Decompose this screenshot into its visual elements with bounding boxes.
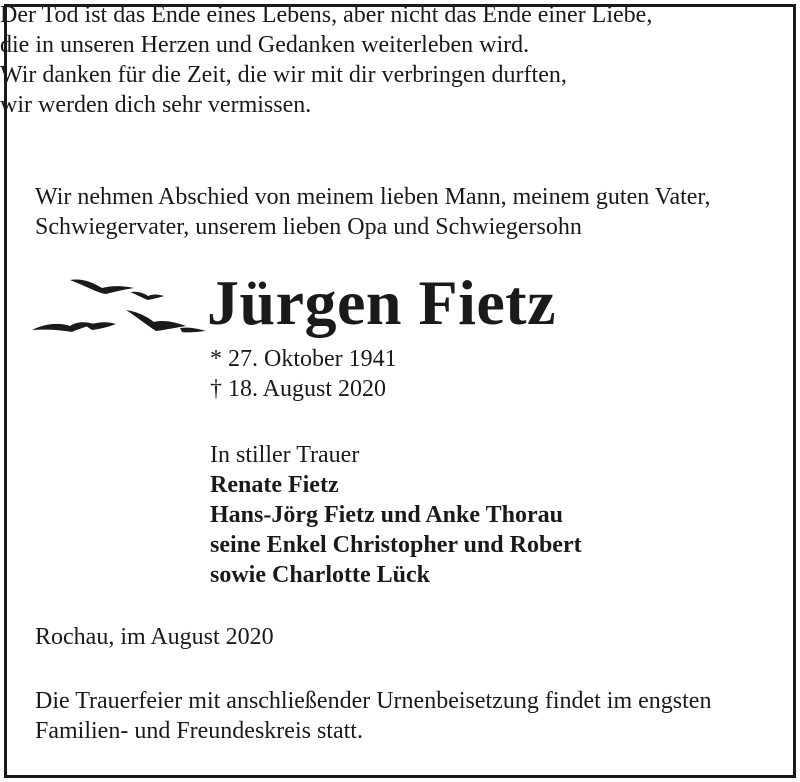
notice-border: [4, 4, 796, 778]
place-date: Rochau, im August 2020: [35, 624, 274, 650]
ceremony-info: [35, 686, 711, 746]
death-date: † 18. August 2020: [210, 376, 387, 402]
farewell-line: Schwiegervater, unserem lieben Opa und Schwiegersohn: [35, 214, 582, 240]
ceremony-line: Die Trauerfeier mit anschließender Urnenbeisetzung findet im engsten: [35, 688, 712, 714]
bird-shape: [126, 310, 186, 331]
life-dates: [210, 344, 397, 404]
mourners-block: [210, 440, 582, 590]
mourner-name: Renate Fietz: [210, 472, 339, 498]
ceremony-line: Familien- und Freundeskreis statt.: [35, 718, 363, 744]
farewell-text: [35, 182, 710, 242]
farewell-line: Wir nehmen Abschied von meinem lieben Mann, meinem guten Vater,: [35, 184, 711, 210]
birth-date: * 27. Oktober 1941: [210, 346, 397, 372]
bird-shape: [32, 322, 94, 332]
bird-shape: [130, 292, 164, 300]
bird-shape: [180, 328, 206, 333]
mourner-name: Hans-Jörg Fietz und Anke Thorau: [210, 502, 563, 528]
bird-shape: [70, 279, 134, 294]
intro-line: Wir danken für die Zeit, die wir mit dir verbringen durften,: [0, 62, 567, 88]
intro-line: wir werden dich sehr vermissen.: [0, 92, 312, 118]
mourner-name: seine Enkel Christopher und Robert: [210, 532, 582, 558]
mourners-heading: In stiller Trauer: [210, 442, 360, 468]
flying-birds-icon: [30, 272, 210, 342]
intro-line: Der Tod ist das Ende eines Lebens, aber nicht das Ende einer Liebe,: [0, 2, 653, 28]
intro-line: die in unseren Herzen und Gedanken weiterleben wird.: [0, 32, 530, 58]
bird-group: [32, 279, 206, 332]
mourner-name: sowie Charlotte Lück: [210, 562, 430, 588]
deceased-name: Jürgen Fietz: [207, 267, 556, 338]
